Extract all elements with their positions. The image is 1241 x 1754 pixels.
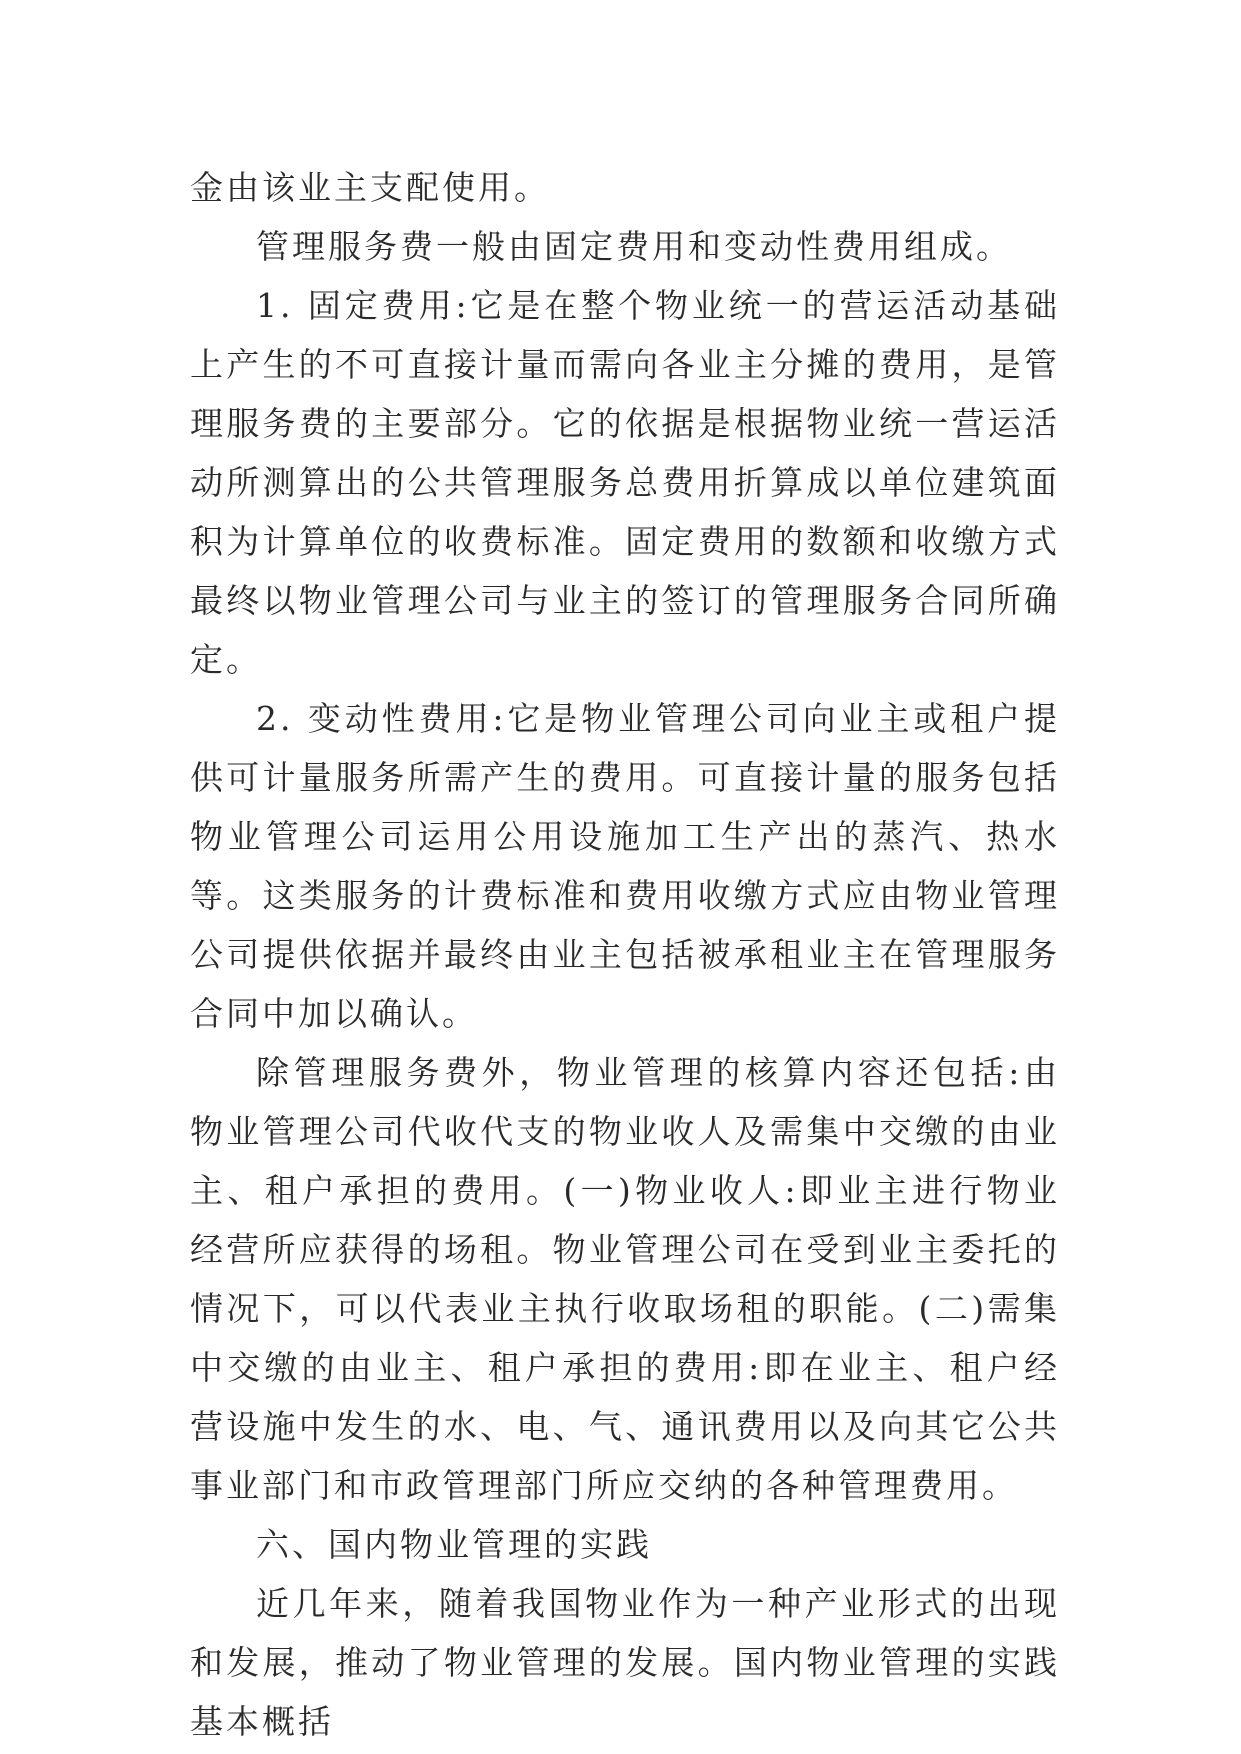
document-body	[190, 158, 1060, 1751]
paragraph: 近几年来，随着我国物业作为一种产业形式的出现和发展，推动了物业管理的发展。国内物业管理的实践基本概括	[190, 1584, 1060, 1741]
paragraph: 金由该业主支配使用。	[190, 168, 550, 207]
paragraph: 管理服务费一般由固定费用和变动性费用组成。	[256, 227, 1012, 266]
section-heading: 六、国内物业管理的实践	[256, 1525, 652, 1564]
paragraph: 2. 变动性费用:它是物业管理公司向业主或租户提供可计量服务所需产生的费用。可直接计量的服务包括物业管理公司运用公用设施加工生产出的蒸汽、热水等。这类服务的计费标准和费用收缴方式应由物业管理公司提供依据并最终由业主包括被承租业主在管理服务合同中加以确认。	[190, 699, 1060, 1033]
paragraph: 除管理服务费外，物业管理的核算内容还包括:由物业管理公司代收代支的物业收人及需集中交缴的由业主、租户承担的费用。(一)物业收人:即业主进行物业经营所应获得的场租。物业管理公司在受到业主委托的情况下，可以代表业主执行收取场租的职能。(二)需集中交缴的由业主、租户承担的费用:即在业主、租户经营设施中发生的水、电、气、通讯费用以及向其它公共事业部门和市政管理部门所应交纳的各种管理费用。	[190, 1053, 1060, 1505]
paragraph: 1. 固定费用:它是在整个物业统一的营运活动基础上产生的不可直接计量而需向各业主分摊的费用，是管理服务费的主要部分。它的依据是根据物业统一营运活动所测算出的公共管理服务总费用折算成以单位建筑面积为计算单位的收费标准。固定费用的数额和收缴方式最终以物业管理公司与业主的签订的管理服务合同所确定。	[190, 286, 1060, 679]
